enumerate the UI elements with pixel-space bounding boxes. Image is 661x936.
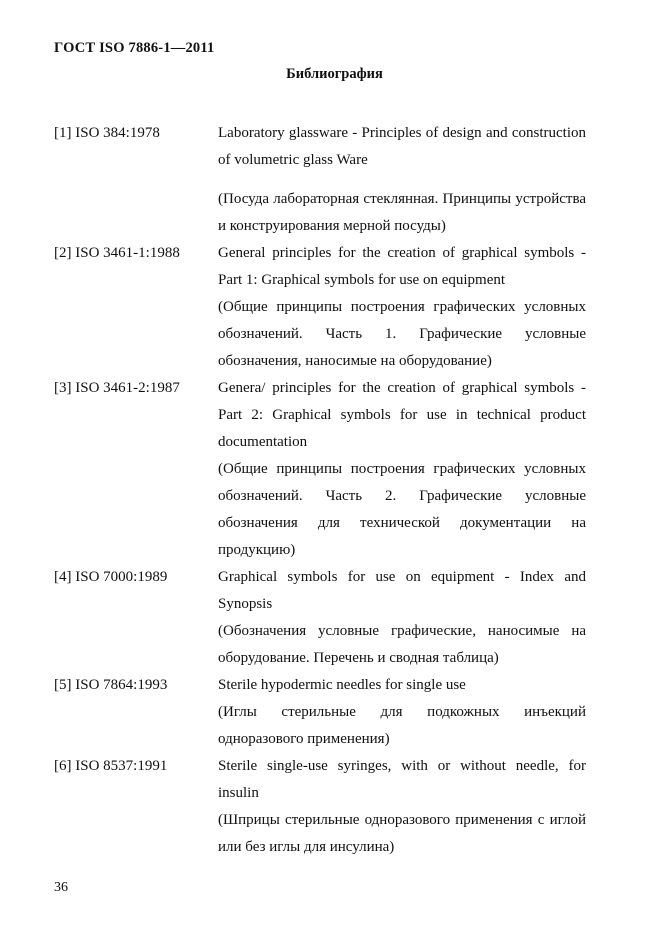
reference-number: [5] ISO 7864:1993 bbox=[54, 677, 168, 693]
reference-number: [6] ISO 8537:1991 bbox=[54, 758, 168, 774]
bibliography-entry bbox=[54, 564, 589, 672]
reference-title-en: General principles for the creation of graphical symbols - Part 1: Graphical symbols for use on equipment bbox=[218, 245, 586, 288]
reference-title-ru: (Общие принципы построения графических условных обозначений. Часть 1. Графические условные обозначения, наносимые на оборудование) bbox=[218, 299, 586, 369]
reference-title-en: Sterile single-use syringes, with or without needle, for insulin bbox=[218, 758, 586, 801]
reference-title-en: Graphical symbols for use on equipment - Index and Synopsis bbox=[218, 569, 586, 612]
reference-title-ru: (Посуда лабораторная стеклянная. Принципы устройства и конструирования мерной посуды) bbox=[218, 191, 586, 234]
reference-number: [4] ISO 7000:1989 bbox=[54, 569, 168, 585]
reference-title-ru: (Общие принципы построения графических условных обозначений. Часть 2. Графические условные обозначения для технической документации на продукцию) bbox=[218, 461, 586, 558]
reference-number: [2] ISO 3461-1:1988 bbox=[54, 245, 180, 261]
reference-title-ru: (Иглы стерильные для подкожных инъекций одноразового применения) bbox=[218, 704, 586, 747]
reference-title-ru: (Обозначения условные графические, наносимые на оборудование. Перечень и сводная таблица) bbox=[218, 623, 586, 666]
reference-title-ru: (Шприцы стерильные одноразового применения с иглой или без иглы для инсулина) bbox=[218, 812, 586, 855]
bibliography-entry bbox=[54, 375, 589, 564]
bibliography-entry bbox=[54, 120, 589, 240]
reference-title-en: Sterile hypodermic needles for single use bbox=[218, 677, 466, 693]
page-number: 36 bbox=[54, 880, 68, 895]
bibliography-entry bbox=[54, 240, 589, 375]
bibliography-entry bbox=[54, 753, 589, 861]
bibliography-title: Библиография bbox=[286, 66, 383, 82]
document-header: ГОСТ ISO 7886-1—2011 bbox=[54, 40, 215, 56]
reference-number: [3] ISO 3461-2:1987 bbox=[54, 380, 180, 396]
bibliography-list bbox=[54, 120, 589, 861]
reference-number: [1] ISO 384:1978 bbox=[54, 125, 160, 141]
reference-title-en: Genera/ principles for the creation of graphical symbols - Part 2: Graphical symbols for use in technical product documentation bbox=[218, 380, 586, 450]
reference-title-en: Laboratory glassware - Principles of design and construction of volumetric glass Ware bbox=[218, 125, 586, 168]
bibliography-entry bbox=[54, 672, 589, 753]
